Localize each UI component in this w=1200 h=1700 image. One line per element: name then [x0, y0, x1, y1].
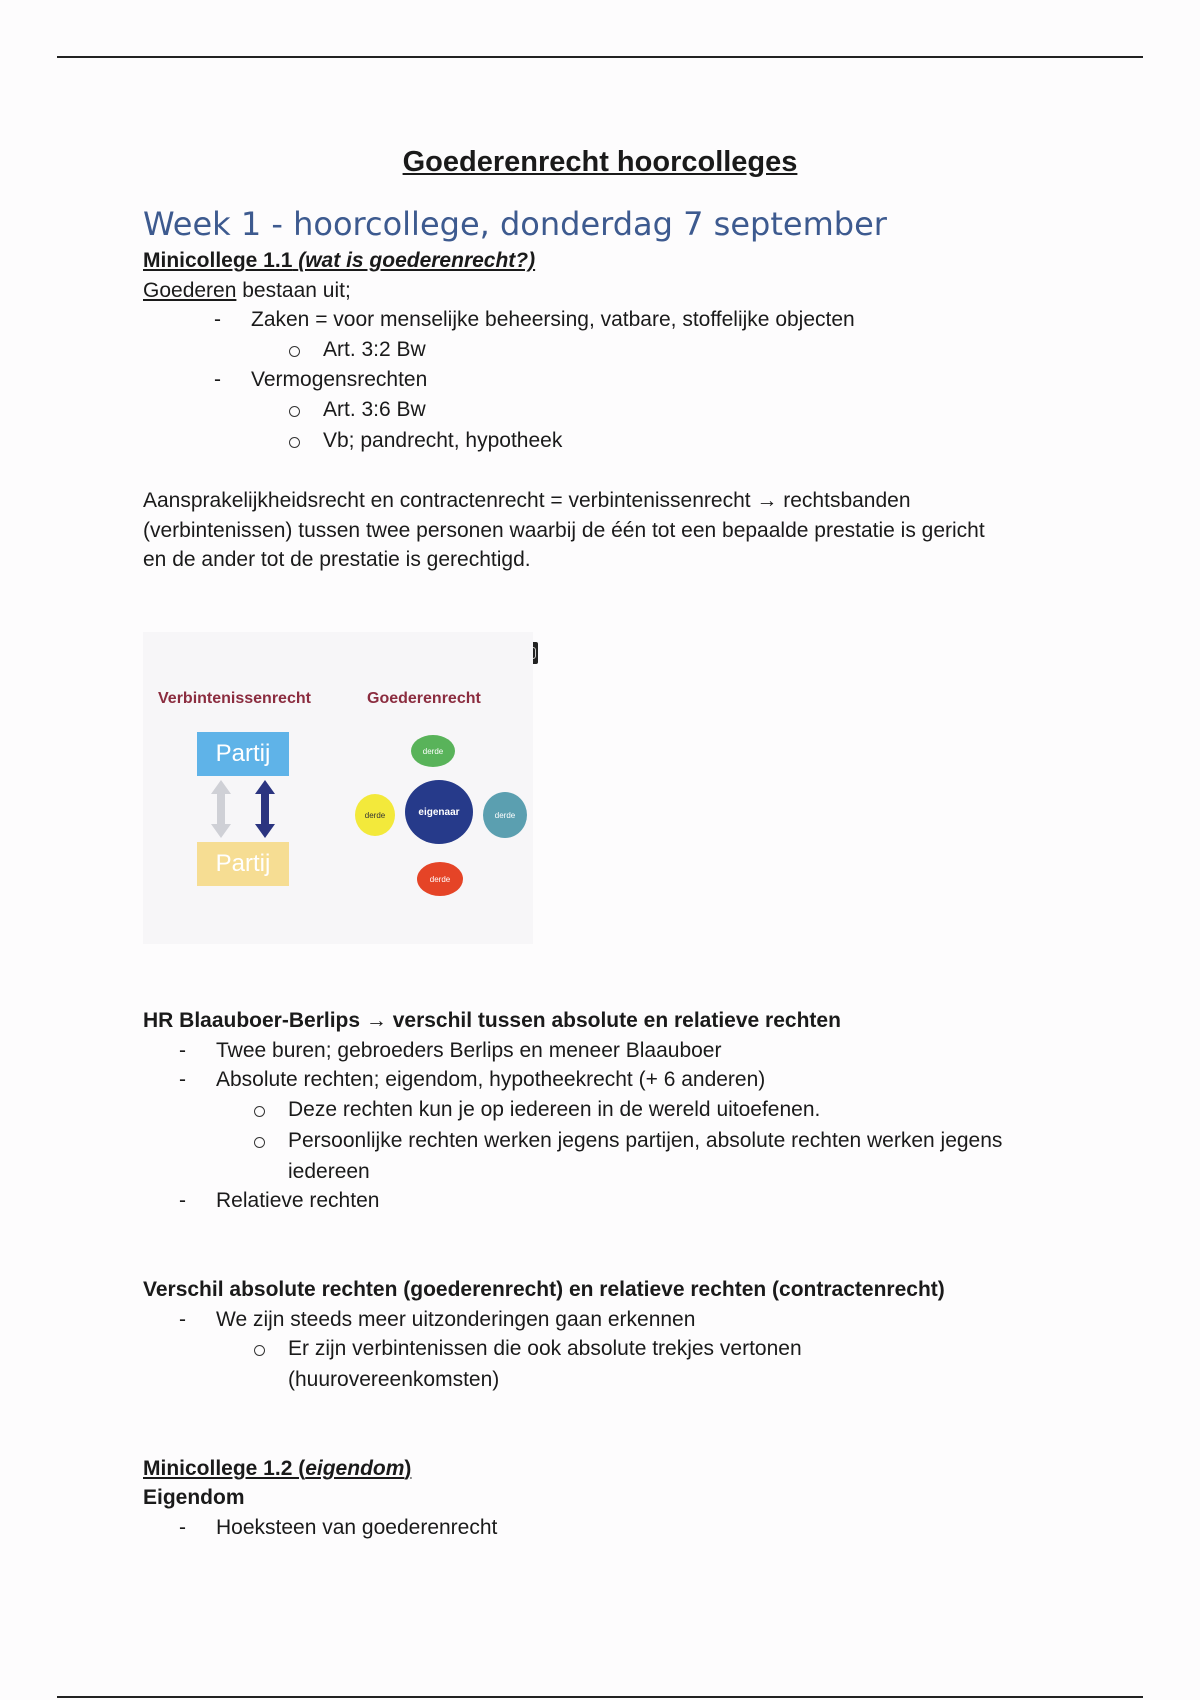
list-item: Deze rechten kun je op iedereen in de wereld uitoefenen.	[288, 1098, 821, 1121]
document-title: Goederenrecht hoorcolleges	[402, 146, 798, 178]
bullet-circle	[289, 437, 300, 448]
bullet-circle	[289, 346, 300, 357]
bullet-dash: -	[179, 1189, 186, 1212]
verschil-heading: Verschil absolute rechten (goederenrecht) en relatieve rechten (contractenrecht)	[143, 1278, 945, 1301]
bullet-dash: -	[214, 308, 221, 331]
bullet-dash: -	[179, 1068, 186, 1091]
bullet-circle	[289, 406, 300, 417]
list-item: Art. 3:6 Bw	[323, 398, 426, 421]
figure-right-title: Goederenrecht	[367, 690, 481, 707]
partij-bottom-box: Partij	[197, 842, 289, 886]
minicollege-1-2-heading: Minicollege 1.2 (eigendom)	[143, 1457, 412, 1480]
bullet-dash: -	[214, 368, 221, 391]
eigendom-subheading: Eigendom	[143, 1486, 245, 1509]
list-item: Absolute rechten; eigendom, hypotheekrecht (+ 6 anderen)	[216, 1068, 766, 1091]
bottom-rule	[57, 1696, 1143, 1698]
list-item: Zaken = voor menselijke beheersing, vatbare, stoffelijke objecten	[251, 308, 855, 331]
double-arrow-icon	[203, 778, 283, 842]
derde-top-bubble: derde	[411, 735, 455, 767]
goederen-intro: Goederen bestaan uit;	[143, 279, 351, 302]
list-item: (huurovereenkomsten)	[288, 1368, 500, 1391]
hr-heading: HR Blaauboer-Berlips → verschil tussen absolute en relatieve rechten	[143, 1009, 841, 1032]
list-item: Art. 3:2 Bw	[323, 338, 426, 361]
week-heading: Week 1 - hoorcollege, donderdag 7 september	[143, 205, 887, 243]
eigenaar-bubble: eigenaar	[405, 780, 473, 844]
derde-left-bubble: derde	[355, 794, 395, 836]
list-item: Vermogensrechten	[251, 368, 428, 391]
diagram-figure	[143, 632, 533, 944]
list-item: Hoeksteen van goederenrecht	[216, 1516, 498, 1539]
derde-bottom-bubble: derde	[417, 862, 463, 896]
paragraph-line: (verbintenissen) tussen twee personen waarbij de één tot een bepaalde prestatie is gericht	[143, 519, 985, 542]
paragraph-line: Aansprakelijkheidsrecht en contractenrecht = verbintenissenrecht → rechtsbanden	[143, 489, 911, 512]
bullet-circle	[254, 1137, 265, 1148]
list-item: Twee buren; gebroeders Berlips en meneer Blaauboer	[216, 1039, 722, 1062]
minicollege-1-1-heading: Minicollege 1.1 (wat is goederenrecht?)	[143, 249, 536, 272]
figure-left-title: Verbintenissenrecht	[158, 690, 311, 707]
bullet-dash: -	[179, 1516, 186, 1539]
list-item: iedereen	[288, 1160, 370, 1183]
bullet-circle	[254, 1345, 265, 1356]
paragraph-line: en de ander tot de prestatie is gerechtigd.	[143, 548, 531, 571]
list-item: Er zijn verbintenissen die ook absolute trekjes vertonen	[288, 1337, 802, 1360]
list-item: Relatieve rechten	[216, 1189, 380, 1212]
list-item: We zijn steeds meer uitzonderingen gaan erkennen	[216, 1308, 696, 1331]
bullet-dash: -	[179, 1308, 186, 1331]
list-item: Vb; pandrecht, hypotheek	[323, 429, 563, 452]
derde-right-bubble: derde	[483, 792, 527, 838]
bullet-circle	[254, 1106, 265, 1117]
top-rule	[57, 56, 1143, 58]
list-item: Persoonlijke rechten werken jegens partijen, absolute rechten werken jegens	[288, 1129, 1003, 1152]
partij-top-box: Partij	[197, 732, 289, 776]
bullet-dash: -	[179, 1039, 186, 1062]
